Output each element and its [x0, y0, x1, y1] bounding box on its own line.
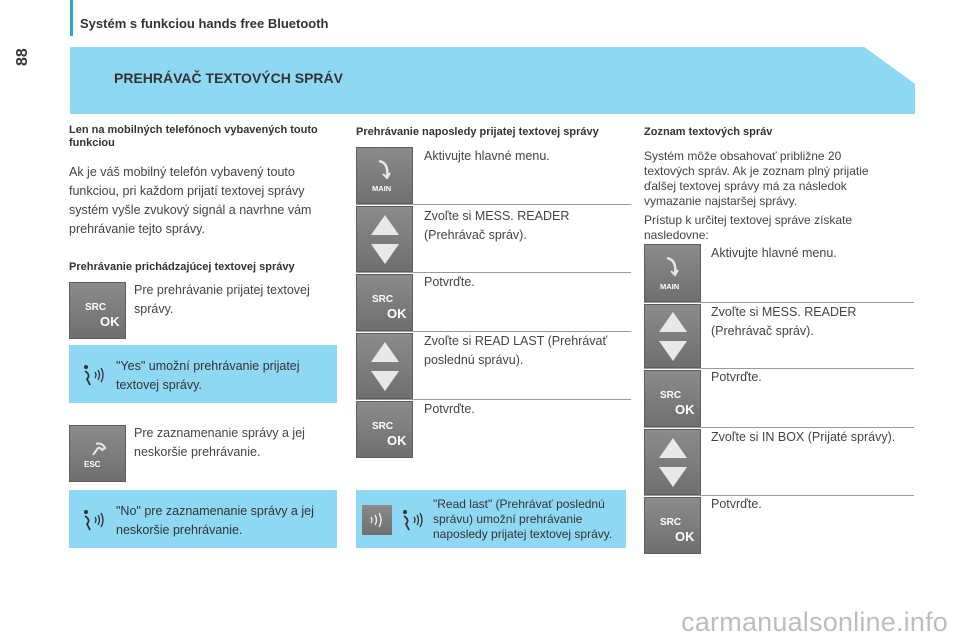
arrow-down-icon — [659, 341, 687, 361]
main-button-image — [644, 244, 701, 302]
banner-title: PREHRÁVAČ TEXTOVÝCH SPRÁV — [114, 70, 343, 86]
esc-label: ESC — [84, 460, 101, 469]
src-label: SRC — [372, 294, 394, 305]
up-down-arrows-image — [356, 206, 413, 272]
src-ok-button-image — [69, 282, 126, 339]
src-label: SRC — [372, 421, 394, 432]
main-button-image — [356, 147, 413, 204]
col3-intro2: Prístup k určitej textovej správe získate nasledovne: — [644, 213, 853, 242]
src-label: SRC — [660, 517, 682, 528]
src-ok-button-image — [644, 370, 701, 427]
col2-step4: Zvoľte si READ LAST (Prehrávať poslednú správu). — [424, 334, 608, 367]
ok-label: OK — [387, 433, 407, 448]
ok-label: OK — [675, 402, 695, 417]
arrow-up-icon — [659, 438, 687, 458]
note-no-text: "No" pre zaznamenanie správy a jej neskoršie prehrávanie. — [116, 504, 314, 537]
watermark: carmanualsonline.info — [681, 607, 948, 637]
phone-hangup-icon — [90, 440, 108, 458]
voice-button-image — [362, 505, 392, 535]
col1-step2-text: Pre zaznamenanie správy a jej neskoršie prehrávanie. — [134, 426, 305, 459]
col1-step1-text: Pre prehrávanie prijatej textovej správy. — [134, 283, 310, 316]
src-ok-button-image — [356, 401, 413, 458]
col3-step2: Zvoľte si MESS. READER (Prehrávač správ). — [711, 305, 857, 338]
main-arrow-icon — [375, 158, 395, 180]
arrow-up-icon — [371, 215, 399, 235]
page-number: 88 — [14, 48, 31, 66]
col2-step1: Aktivujte hlavné menu. — [424, 149, 550, 163]
col2-heading: Prehrávanie naposledy prijatej textovej správy — [356, 126, 599, 138]
main-label: MAIN — [372, 184, 392, 193]
ok-label: OK — [387, 306, 407, 321]
col3-step3: Potvrďte. — [711, 370, 762, 384]
arrow-down-icon — [659, 467, 687, 487]
up-down-arrows-image — [644, 429, 701, 495]
col1-intro: Ak je váš mobilný telefón vybavený touto funkciou, pri každom prijatí textovej správy systém vyšle zvukový signál a navrhne vám prehrávanie tejto správy. — [69, 165, 312, 236]
col3-step1: Aktivujte hlavné menu. — [711, 246, 837, 260]
col1-heading: Len na mobilných telefónoch vybavených touto funkciou — [69, 124, 318, 149]
ok-label: OK — [675, 529, 695, 544]
section-accent-bar — [70, 0, 73, 36]
col1-subheading: Prehrávanie prichádzajúcej textovej správy — [69, 261, 295, 273]
voice-command-icon — [81, 363, 107, 387]
col3-intro: Systém môže obsahovať približne 20 textových správ. Ak je zoznam plný prijatie ďalšej textovej správy má za následok vymazanie najstaršej správy. — [644, 149, 869, 208]
esc-button-image — [69, 425, 126, 482]
up-down-arrows-image — [356, 333, 413, 399]
src-label: SRC — [660, 390, 682, 401]
src-ok-button-image — [644, 497, 701, 554]
col3-step5: Potvrďte. — [711, 497, 762, 511]
col2-step2: Zvoľte si MESS. READER (Prehrávač správ). — [424, 209, 570, 242]
step-divider — [356, 204, 631, 205]
voice-command-icon — [81, 508, 107, 532]
src-label: SRC — [85, 302, 107, 313]
section-title: Systém s funkciou hands free Bluetooth — [80, 16, 329, 31]
up-down-arrows-image — [644, 304, 701, 368]
voice-command-icon — [400, 508, 426, 532]
arrow-down-icon — [371, 244, 399, 264]
arrow-up-icon — [371, 342, 399, 362]
col3-step4: Zvoľte si IN BOX (Prijaté správy). — [711, 430, 896, 444]
col3-heading: Zoznam textových správ — [644, 126, 773, 138]
col2-step3: Potvrďte. — [424, 275, 475, 289]
arrow-up-icon — [659, 312, 687, 332]
src-ok-button-image — [356, 274, 413, 331]
ok-label: OK — [100, 314, 120, 329]
main-label: MAIN — [660, 282, 680, 291]
voice-waves-icon — [368, 512, 386, 528]
note-read-last-text: "Read last" (Prehrávať poslednú správu) umožní prehrávanie naposledy prijatej textovej správy. — [433, 497, 613, 541]
note-yes-text: "Yes" umožní prehrávanie prijatej textovej správy. — [116, 359, 300, 392]
arrow-down-icon — [371, 371, 399, 391]
col2-step5: Potvrďte. — [424, 402, 475, 416]
main-arrow-icon — [663, 255, 683, 277]
